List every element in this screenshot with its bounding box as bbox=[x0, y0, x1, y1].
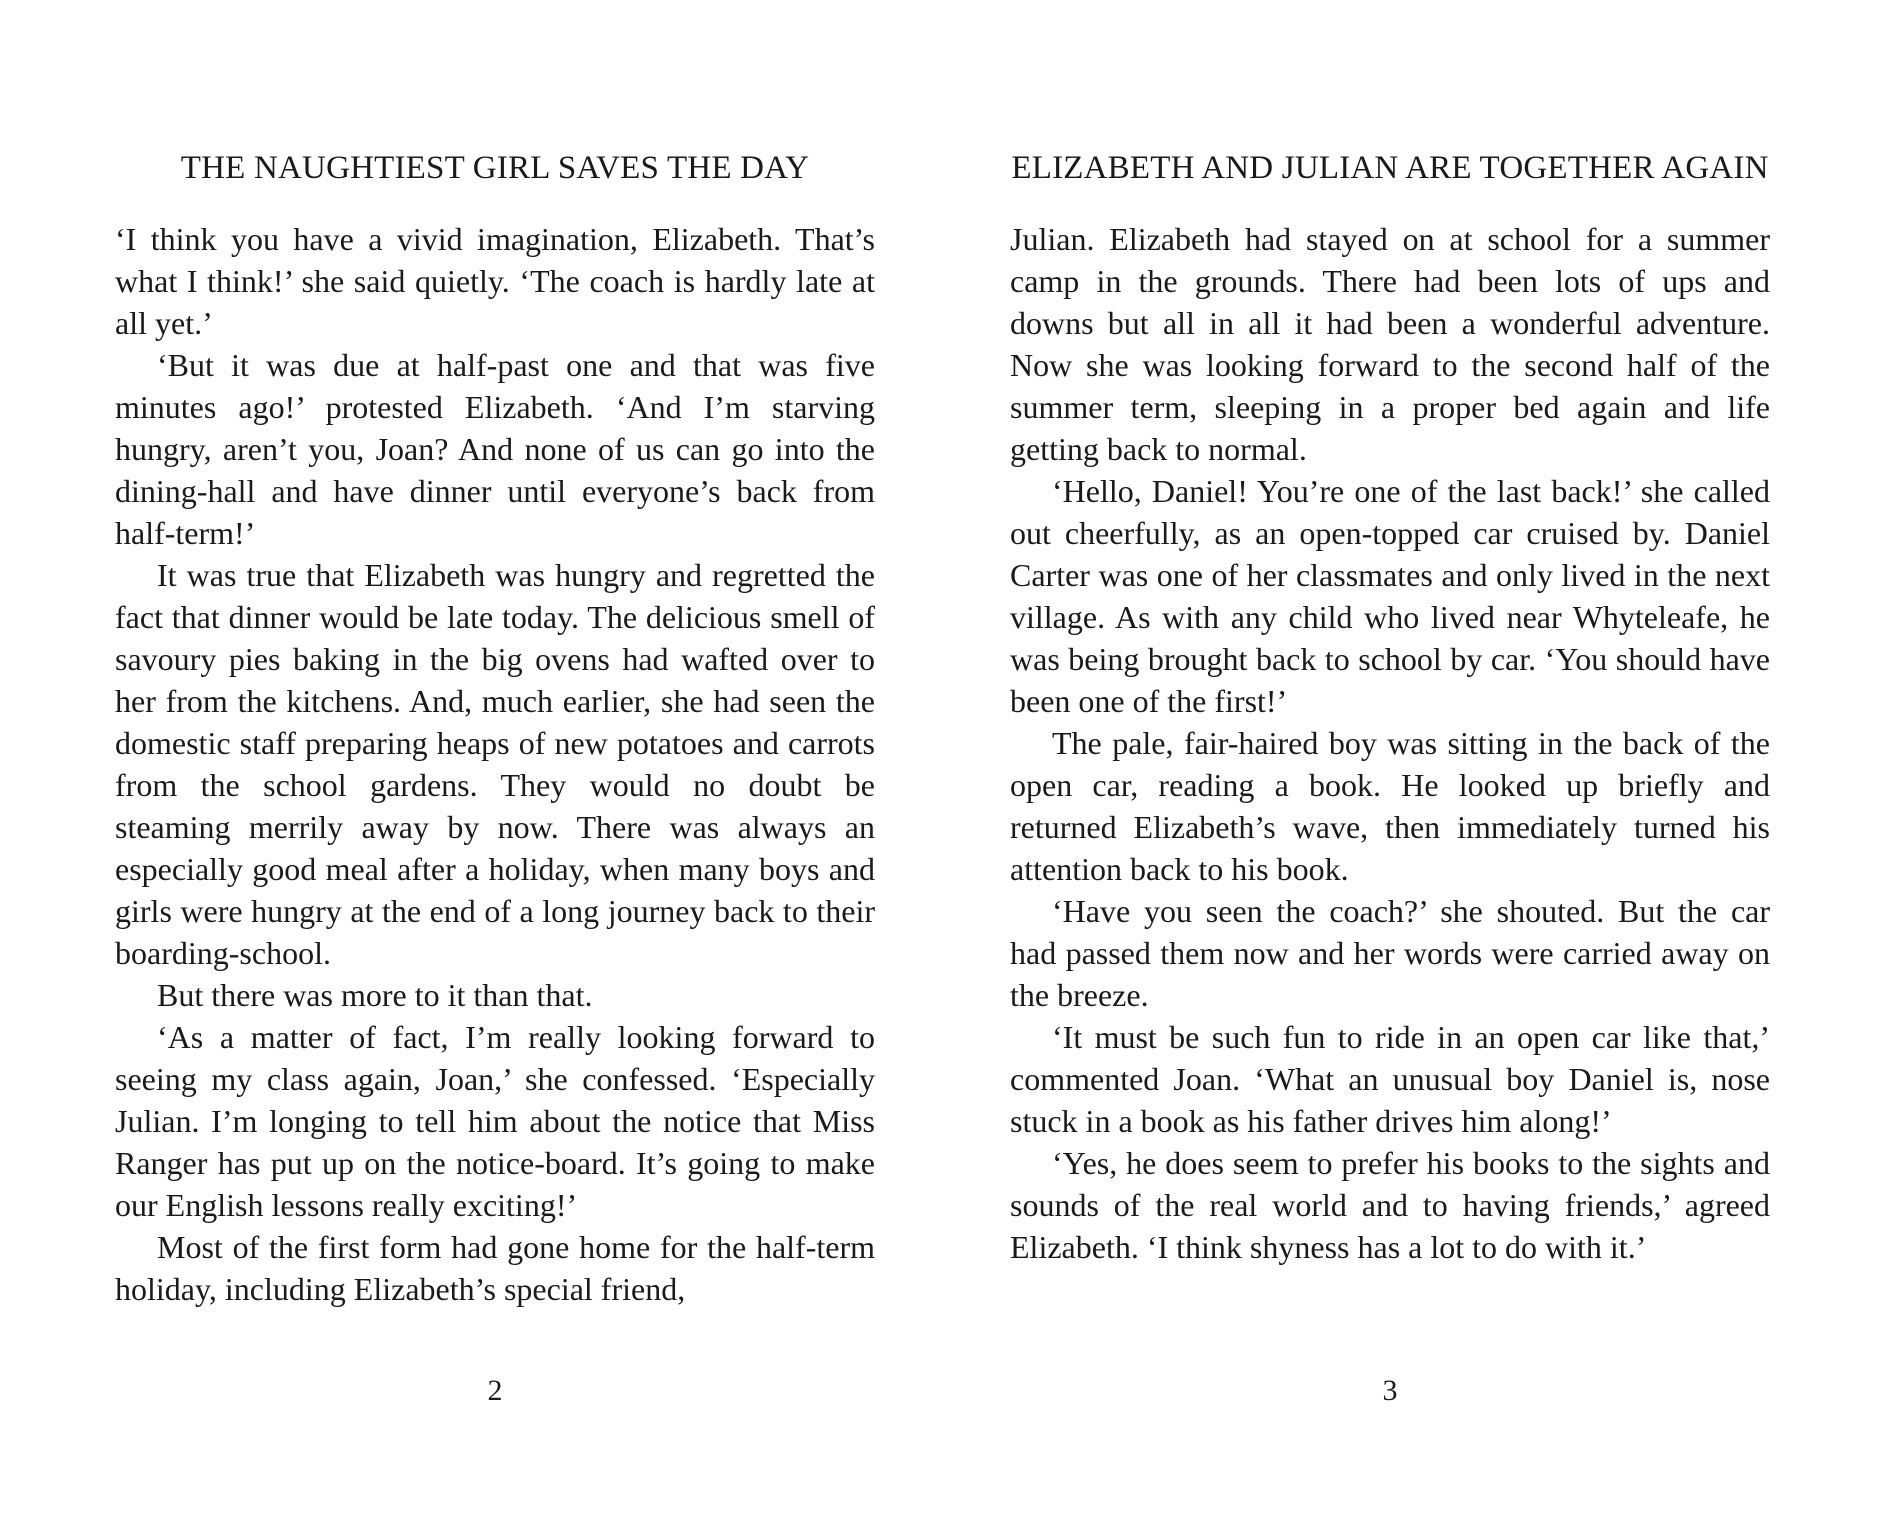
paragraph: But there was more to it than that. bbox=[157, 977, 593, 1013]
running-head-right: ELIZABETH AND JULIAN ARE TOGETHER AGAIN bbox=[1011, 150, 1769, 186]
paragraph: ‘Yes, he does seem to prefer his books to the sights and sounds of the real world and to having friends,’ agreed Elizabeth. ‘I think shyness has a lot to do with it.’ bbox=[1010, 1145, 1770, 1265]
paragraph: ‘I think you have a vivid imagination, Elizabeth. That’s what I think!’ she said quietly. ‘The coach is hardly late at all yet.’ bbox=[115, 221, 875, 341]
paragraph: The pale, fair-haired boy was sitting in the back of the open car, reading a book. He looked up briefly and returned Elizabeth’s wave, then immediately turned his attention back to his book. bbox=[1010, 725, 1770, 887]
running-head-left: THE NAUGHTIEST GIRL SAVES THE DAY bbox=[180, 150, 810, 186]
paragraph: ‘As a matter of fact, I’m really looking forward to seeing my class again, Joan,’ she confessed. ‘Especially Julian. I’m longing to tell him about the notice that Miss Ranger has put up on the notice-board. It’s going to make our English lessons really exciting!’ bbox=[115, 1019, 875, 1223]
body-text-right bbox=[1010, 218, 1770, 1268]
paragraph: ‘Hello, Daniel! You’re one of the last back!’ she called out cheerfully, as an open-topped car cruised by. Daniel Carter was one of her classmates and only lived in the next village. As with any child who lived near Whyteleafe, he was being brought back to school by car. ‘You should have been one of the first!’ bbox=[1010, 473, 1770, 719]
paragraph: ‘It must be such fun to ride in an open car like that,’ commented Joan. ‘What an unusual boy Daniel is, nose stuck in a book as his father drives him along!’ bbox=[1010, 1019, 1770, 1139]
paragraph: Most of the first form had gone home for the half-term holiday, including Elizabeth’s special friend, bbox=[115, 1229, 875, 1307]
paragraph: ‘Have you seen the coach?’ she shouted. But the car had passed them now and her words were carried away on the breeze. bbox=[1010, 893, 1770, 1013]
body-text-left bbox=[115, 218, 875, 1310]
paragraph: ‘But it was due at half-past one and that was five minutes ago!’ protested Elizabeth. ‘And I’m starving hungry, aren’t you, Joan? And none of us can go into the dining-hall and have dinner until everyone’s back from half-term!’ bbox=[115, 347, 875, 551]
paragraph: Julian. Elizabeth had stayed on at school for a summer camp in the grounds. There had been lots of ups and downs but all in all it had been a wonderful adventure. Now she was looking forward to the second half of the summer term, sleeping in a proper bed again and life getting back to normal. bbox=[1010, 221, 1770, 467]
page-number-left: 2 bbox=[487, 1374, 503, 1407]
right-page bbox=[1010, 0, 1770, 1520]
left-page bbox=[115, 0, 875, 1520]
paragraph: It was true that Elizabeth was hungry and regretted the fact that dinner would be late today. The delicious smell of savoury pies baking in the big ovens had wafted over to her from the kitchens. And, much earlier, she had seen the domestic staff preparing heaps of new potatoes and carrots from the school gardens. They would no doubt be steaming merrily away by now. There was always an especially good meal after a holiday, when many boys and girls were hungry at the end of a long journey back to their boarding-school. bbox=[115, 557, 875, 971]
page-number-right: 3 bbox=[1382, 1374, 1398, 1407]
